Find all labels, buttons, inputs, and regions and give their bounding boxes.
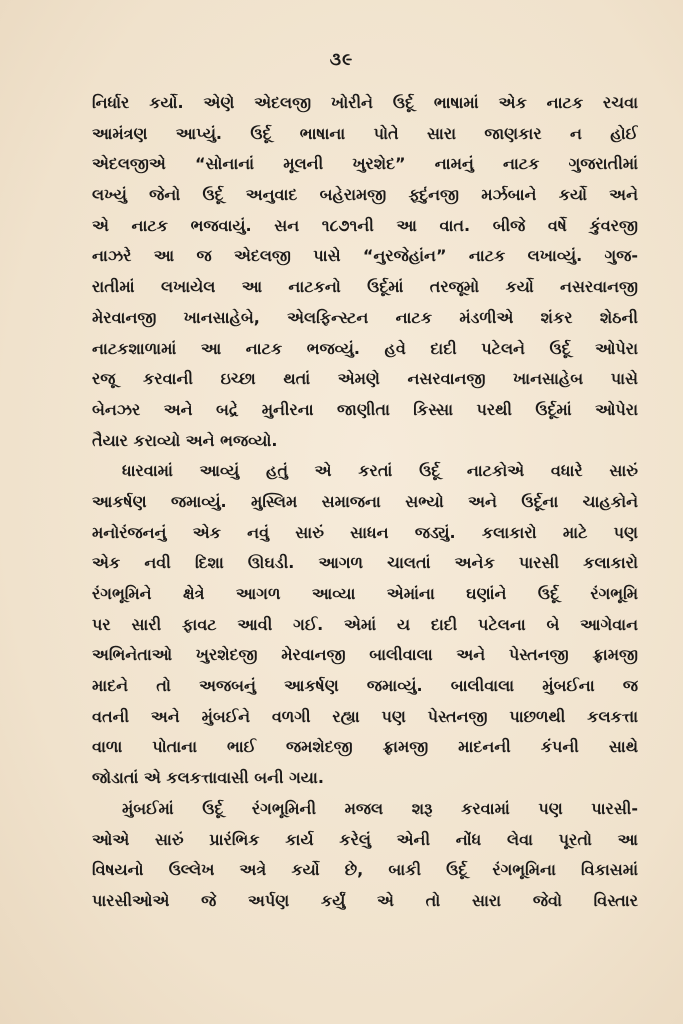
text-line: મેરવાનજી ખાનસાહેબે, એલફિન્સ્ટન નાટક મંડળીએ શંકર શેઠની xyxy=(92,307,638,327)
text-line: નાટકશાળામાં આ નાટક ભજવ્યું. હવે દાદી પટેલને ઉર્દૂ ઓપેરા xyxy=(92,338,638,358)
text-line: ઓએ સારું પ્રારંભિક કાર્ય કરેલું એની નોંધ લેવા પૂરતો આ xyxy=(92,829,638,849)
text-line: આકર્ષણ જમાવ્યું. મુસ્લિમ સમાજના સભ્યો અને ઉર્દૂના ચાહકોને xyxy=(92,491,638,511)
page-number: ૩૯ xyxy=(329,50,354,70)
text-line: વાળા પોતાના ભાઈ જમશેદજી ફ્રામજી માદનની કંપની સાથે xyxy=(92,737,638,757)
text-line: નાઝરે આ જ એદલજી પાસે “નુરજેહાંન” નાટક લખાવ્યું. ગુજ- xyxy=(92,246,638,266)
text-line: મુંબઈમાં ઉર્દૂ રંગભૂમિની મજલ શરૂ કરવામાં પણ પારસી- xyxy=(122,798,638,818)
text-line: રજૂ કરવાની ઇચ્છા થતાં એમણે નસરવાનજી ખાનસાહેબ પાસે xyxy=(92,369,638,389)
text-line: મનોરંજનનું એક નવું સારું સાધન જડ્યું. કલાકારો માટે પણ xyxy=(92,522,638,542)
text-line: રંગભૂમિને ક્ષેત્રે આગળ આવ્યા એમાંના ઘણાંને ઉર્દૂ રંગભૂમિ xyxy=(92,584,638,603)
text-line: આમંત્રણ આપ્યું. ઉર્દૂ ભાષાના પોતે સારા જાણકાર ન હોઈ xyxy=(92,123,638,143)
body-text xyxy=(92,88,638,917)
text-line: લખ્યું જેનો ઉર્દૂ અનુવાદ બહેરામજી ફ્દુંનજી મર્ઝબાને કર્યો અને xyxy=(92,185,638,205)
text-line: અભિનેતાઓ ખુરશેદજી મેરવાનજી બાલીવાલા અને પેસ્તનજી ફ્રામજી xyxy=(92,645,638,665)
text-line: રાતીમાં લખાયેલ આ નાટકનો ઉર્દૂમાં તરજૂમો કર્યો નસરવાનજી xyxy=(92,277,638,297)
text-line: વિષયનો ઉલ્લેખ અત્રે કર્યો છે, બાકી ઉર્દૂ રંગભૂમિના વિકાસમાં xyxy=(92,860,638,880)
text-line: ધારવામાં આવ્યું હતું એ કરતાં ઉર્દૂ નાટકોએ વધારે સારું xyxy=(122,461,638,481)
text-line: જોડાતાં એ કલકત્તાવાસી બની ગયા. xyxy=(92,768,324,788)
text-line: એદલજીએ “સોનાનાં મૂલની ખુરશેદ” નામનું નાટક ગુજરાતીમાં xyxy=(92,154,638,174)
text-line: નિર્ધાર કર્યો. એણે એદલજી ખોરીને ઉર્દૂ ભાષામાં એક નાટક રચવા xyxy=(92,93,638,112)
text-line: તૈયાર કરાવ્યો અને ભજવ્યો. xyxy=(92,430,278,450)
text-line: બેનઝર અને બદ્રે મુનીરના જાણીતા કિસ્સા પરથી ઉર્દૂમાં ઓપેરા xyxy=(92,399,638,419)
text-line: પારસીઓએ જે અર્પણ કર્યું એ તો સારા જેવો વિસ્તાર xyxy=(92,890,638,910)
text-line: પર સારી ફાવટ આવી ગઈ. એમાં ય દાદી પટેલના બે આગેવાન xyxy=(92,614,638,634)
text-line: એ નાટક ભજવાયું. સન ૧૮૭૧ની આ વાત. બીજે વર્ષે કુંવરજી xyxy=(92,215,638,235)
text-line: વતની અને મુંબઈને વળગી રહ્યા પણ પેસ્તનજી પાછળથી કલકત્તા xyxy=(92,706,638,726)
text-line: એક નવી દિશા ઊઘડી. આગળ ચાલતાં અનેક પારસી કલાકારો xyxy=(92,553,638,573)
text-line: માદને તો અજબનું આકર્ષણ જમાવ્યું. બાલીવાલા મુંબઈના જ xyxy=(92,676,638,696)
